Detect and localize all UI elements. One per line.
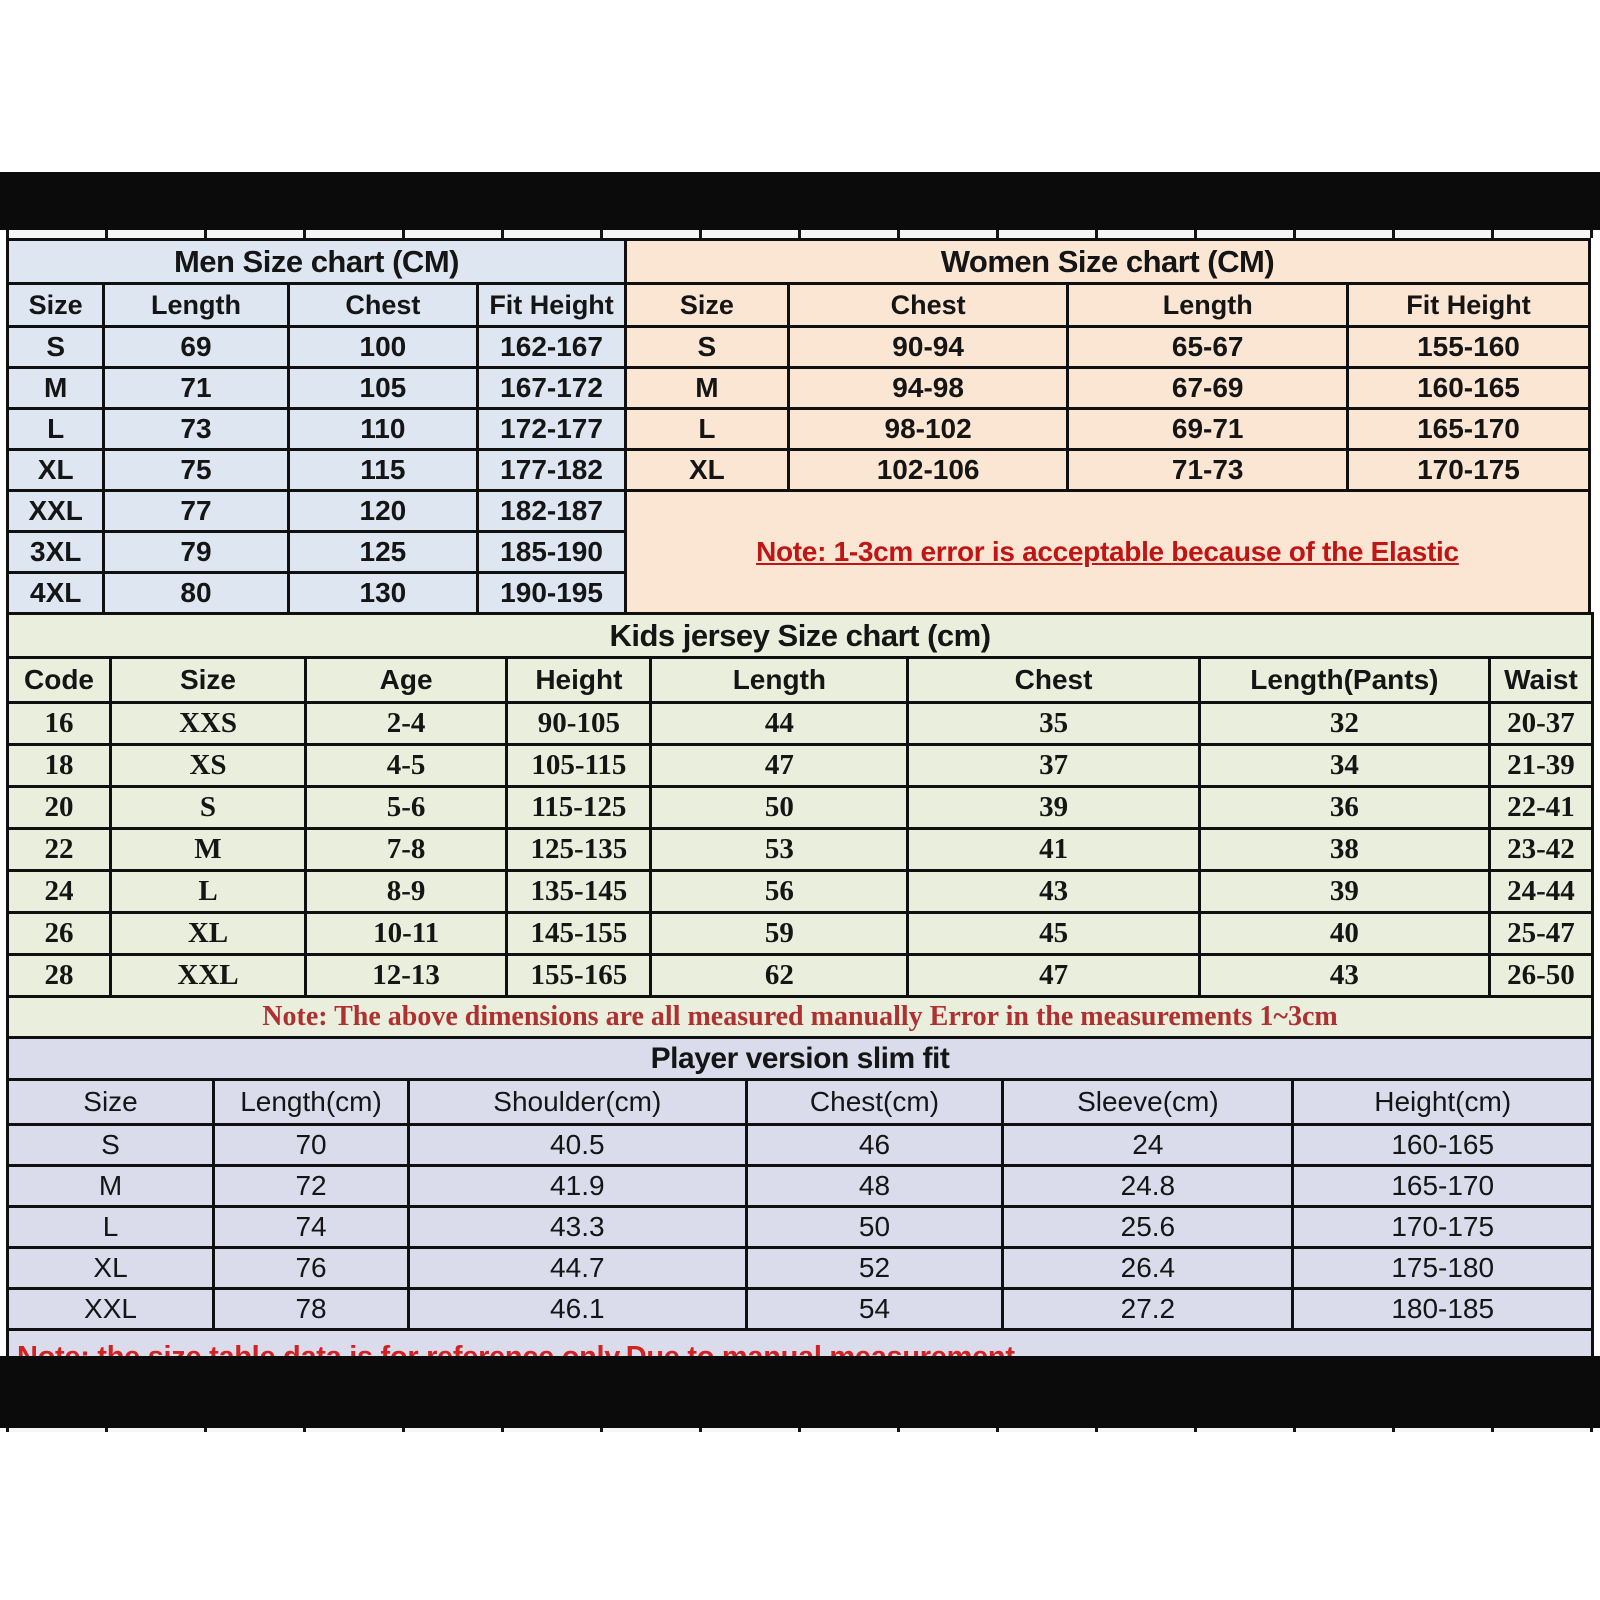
table-cell: 90-105 — [507, 703, 651, 745]
table-cell: M — [625, 368, 788, 409]
table-cell: XS — [111, 745, 306, 787]
table-cell: 10-11 — [305, 913, 506, 955]
table-cell: M — [8, 1166, 214, 1207]
table-cell: 90-94 — [788, 327, 1068, 368]
table-cell: 47 — [651, 745, 908, 787]
column-header: Shoulder(cm) — [409, 1080, 747, 1125]
table-cell: 46.1 — [409, 1289, 747, 1330]
table-row — [8, 450, 626, 491]
column-header: Length — [651, 658, 908, 703]
table-cell: 59 — [651, 913, 908, 955]
table-cell: 40.5 — [409, 1125, 747, 1166]
table-cell: 43 — [1199, 955, 1489, 997]
partial-row-strip-top — [6, 230, 1594, 238]
column-header: Size — [8, 284, 104, 327]
table-cell: 135-145 — [507, 871, 651, 913]
table-cell: 180-185 — [1293, 1289, 1593, 1330]
table-cell: 77 — [104, 491, 288, 532]
women-size-table — [624, 238, 1591, 492]
column-header: Length(Pants) — [1199, 658, 1489, 703]
table-cell: 20 — [8, 787, 111, 829]
column-header: Waist — [1489, 658, 1592, 703]
kids-note: Note: The above dimensions are all measured manually Error in the measurements 1~3cm — [8, 997, 1593, 1038]
table-cell: 38 — [1199, 829, 1489, 871]
table-cell: 172-177 — [478, 409, 626, 450]
table-cell: 22-41 — [1489, 787, 1592, 829]
table-row — [8, 871, 1593, 913]
table-cell: 100 — [288, 327, 478, 368]
table-row — [8, 532, 626, 573]
table-cell: 98-102 — [788, 409, 1068, 450]
table-cell: M — [111, 829, 306, 871]
men-chart-title: Men Size chart (CM) — [8, 240, 626, 284]
table-row — [8, 1166, 1593, 1207]
table-cell: 69-71 — [1068, 409, 1348, 450]
table-cell: 40 — [1199, 913, 1489, 955]
table-cell: 24 — [1003, 1125, 1293, 1166]
table-cell: 182-187 — [478, 491, 626, 532]
table-cell: 3XL — [8, 532, 104, 573]
table-cell: 44 — [651, 703, 908, 745]
table-row — [625, 368, 1589, 409]
table-row — [625, 450, 1589, 491]
table-cell: 5-6 — [305, 787, 506, 829]
table-cell: 130 — [288, 573, 478, 614]
table-row — [8, 491, 626, 532]
table-cell: 155-165 — [507, 955, 651, 997]
table-cell: 44.7 — [409, 1248, 747, 1289]
table-cell: S — [625, 327, 788, 368]
table-cell: 2-4 — [305, 703, 506, 745]
table-cell: 71-73 — [1068, 450, 1348, 491]
table-cell: 165-170 — [1293, 1166, 1593, 1207]
column-header: Sleeve(cm) — [1003, 1080, 1293, 1125]
table-cell: XL — [111, 913, 306, 955]
table-row — [8, 1125, 1593, 1166]
player-chart-title: Player version slim fit — [8, 1038, 1593, 1080]
table-cell: 45 — [908, 913, 1200, 955]
table-cell: 41.9 — [409, 1166, 747, 1207]
column-header: Height — [507, 658, 651, 703]
table-cell: 43.3 — [409, 1207, 747, 1248]
table-cell: XXL — [8, 491, 104, 532]
table-cell: 4XL — [8, 573, 104, 614]
table-cell: 50 — [746, 1207, 1003, 1248]
women-note-text: Note: 1-3cm error is acceptable because of the Elastic — [756, 536, 1459, 567]
table-cell: 65-67 — [1068, 327, 1348, 368]
table-cell: 110 — [288, 409, 478, 450]
table-cell: 47 — [908, 955, 1200, 997]
table-cell: 54 — [746, 1289, 1003, 1330]
table-cell: 94-98 — [788, 368, 1068, 409]
table-cell: XL — [8, 1248, 214, 1289]
table-row — [8, 787, 1593, 829]
table-cell: 75 — [104, 450, 288, 491]
size-chart-sheet — [6, 230, 1594, 1432]
table-cell: S — [8, 1125, 214, 1166]
table-cell: 28 — [8, 955, 111, 997]
table-cell: 70 — [214, 1125, 409, 1166]
table-cell: 80 — [104, 573, 288, 614]
table-cell: 25.6 — [1003, 1207, 1293, 1248]
table-cell: 145-155 — [507, 913, 651, 955]
table-cell: 39 — [1199, 871, 1489, 913]
table-row — [8, 327, 626, 368]
table-cell: 72 — [214, 1166, 409, 1207]
column-header: Chest — [288, 284, 478, 327]
table-row — [8, 1207, 1593, 1248]
men-section — [6, 238, 627, 615]
column-header: Size — [111, 658, 306, 703]
table-cell: L — [625, 409, 788, 450]
column-header: Chest(cm) — [746, 1080, 1003, 1125]
table-cell: 48 — [746, 1166, 1003, 1207]
table-cell: 74 — [214, 1207, 409, 1248]
table-row — [8, 829, 1593, 871]
table-row — [8, 573, 626, 614]
table-cell: 24 — [8, 871, 111, 913]
table-cell: 50 — [651, 787, 908, 829]
column-header: Age — [305, 658, 506, 703]
table-cell: 71 — [104, 368, 288, 409]
table-cell: 26.4 — [1003, 1248, 1293, 1289]
table-cell: 155-160 — [1347, 327, 1589, 368]
table-cell: 26 — [8, 913, 111, 955]
table-row — [8, 1289, 1593, 1330]
table-cell: 67-69 — [1068, 368, 1348, 409]
table-cell: 190-195 — [478, 573, 626, 614]
table-cell: M — [8, 368, 104, 409]
table-cell: 79 — [104, 532, 288, 573]
table-cell: 160-165 — [1347, 368, 1589, 409]
column-header: Chest — [908, 658, 1200, 703]
table-cell: 8-9 — [305, 871, 506, 913]
table-cell: 102-106 — [788, 450, 1068, 491]
table-cell: XL — [8, 450, 104, 491]
column-header: Height(cm) — [1293, 1080, 1593, 1125]
table-cell: XXL — [8, 1289, 214, 1330]
table-cell: 36 — [1199, 787, 1489, 829]
table-cell: 39 — [908, 787, 1200, 829]
table-cell: 73 — [104, 409, 288, 450]
table-cell: 26-50 — [1489, 955, 1592, 997]
column-header: Fit Height — [478, 284, 626, 327]
kids-header-row — [8, 658, 1593, 703]
kids-chart-title: Kids jersey Size chart (cm) — [8, 614, 1593, 658]
table-cell: 78 — [214, 1289, 409, 1330]
table-cell: 115 — [288, 450, 478, 491]
table-cell: 115-125 — [507, 787, 651, 829]
men-header-row — [8, 284, 626, 327]
table-cell: 52 — [746, 1248, 1003, 1289]
table-cell: 35 — [908, 703, 1200, 745]
table-cell: 21-39 — [1489, 745, 1592, 787]
table-cell: 34 — [1199, 745, 1489, 787]
table-cell: L — [111, 871, 306, 913]
table-row — [8, 409, 626, 450]
table-cell: 24.8 — [1003, 1166, 1293, 1207]
table-cell: 167-172 — [478, 368, 626, 409]
bottom-black-bar — [0, 1356, 1600, 1428]
table-cell: 69 — [104, 327, 288, 368]
table-row — [8, 368, 626, 409]
table-cell: 105-115 — [507, 745, 651, 787]
table-cell: S — [8, 327, 104, 368]
table-cell: 25-47 — [1489, 913, 1592, 955]
table-cell: 27.2 — [1003, 1289, 1293, 1330]
table-cell: 162-167 — [478, 327, 626, 368]
player-header-row — [8, 1080, 1593, 1125]
table-cell: 20-37 — [1489, 703, 1592, 745]
table-cell: 16 — [8, 703, 111, 745]
table-cell: L — [8, 1207, 214, 1248]
table-cell: 4-5 — [305, 745, 506, 787]
table-cell: 170-175 — [1293, 1207, 1593, 1248]
column-header: Size — [8, 1080, 214, 1125]
table-row — [8, 913, 1593, 955]
column-header: Fit Height — [1347, 284, 1589, 327]
table-cell: 105 — [288, 368, 478, 409]
table-row — [8, 745, 1593, 787]
table-cell: 175-180 — [1293, 1248, 1593, 1289]
column-header: Length — [104, 284, 288, 327]
table-cell: 7-8 — [305, 829, 506, 871]
table-cell: S — [111, 787, 306, 829]
table-cell: 18 — [8, 745, 111, 787]
table-cell: 160-165 — [1293, 1125, 1593, 1166]
table-cell: 56 — [651, 871, 908, 913]
table-cell: 120 — [288, 491, 478, 532]
table-cell: 24-44 — [1489, 871, 1592, 913]
men-women-section — [6, 238, 1594, 615]
table-cell: 43 — [908, 871, 1200, 913]
table-row — [8, 1248, 1593, 1289]
kids-size-table — [6, 612, 1594, 1039]
table-cell: 62 — [651, 955, 908, 997]
table-cell: XL — [625, 450, 788, 491]
table-cell: 185-190 — [478, 532, 626, 573]
table-row — [8, 955, 1593, 997]
table-row — [625, 327, 1589, 368]
table-cell: 23-42 — [1489, 829, 1592, 871]
table-cell: 125-135 — [507, 829, 651, 871]
table-cell: 53 — [651, 829, 908, 871]
table-cell: 177-182 — [478, 450, 626, 491]
table-cell: 125 — [288, 532, 478, 573]
women-note — [624, 492, 1591, 615]
table-cell: 22 — [8, 829, 111, 871]
column-header: Length — [1068, 284, 1348, 327]
table-cell: 32 — [1199, 703, 1489, 745]
men-size-table — [6, 238, 627, 615]
table-row — [625, 409, 1589, 450]
table-cell: XXL — [111, 955, 306, 997]
column-header: Code — [8, 658, 111, 703]
table-cell: XXS — [111, 703, 306, 745]
table-cell: 12-13 — [305, 955, 506, 997]
table-row — [8, 703, 1593, 745]
table-cell: 41 — [908, 829, 1200, 871]
column-header: Size — [625, 284, 788, 327]
table-cell: L — [8, 409, 104, 450]
player-size-table — [6, 1036, 1594, 1331]
women-header-row — [625, 284, 1589, 327]
table-cell: 76 — [214, 1248, 409, 1289]
women-chart-title: Women Size chart (CM) — [625, 240, 1589, 284]
column-header: Length(cm) — [214, 1080, 409, 1125]
table-cell: 46 — [746, 1125, 1003, 1166]
column-header: Chest — [788, 284, 1068, 327]
table-cell: 37 — [908, 745, 1200, 787]
top-black-bar — [0, 172, 1600, 230]
table-cell: 170-175 — [1347, 450, 1589, 491]
women-section — [624, 238, 1591, 615]
table-cell: 165-170 — [1347, 409, 1589, 450]
